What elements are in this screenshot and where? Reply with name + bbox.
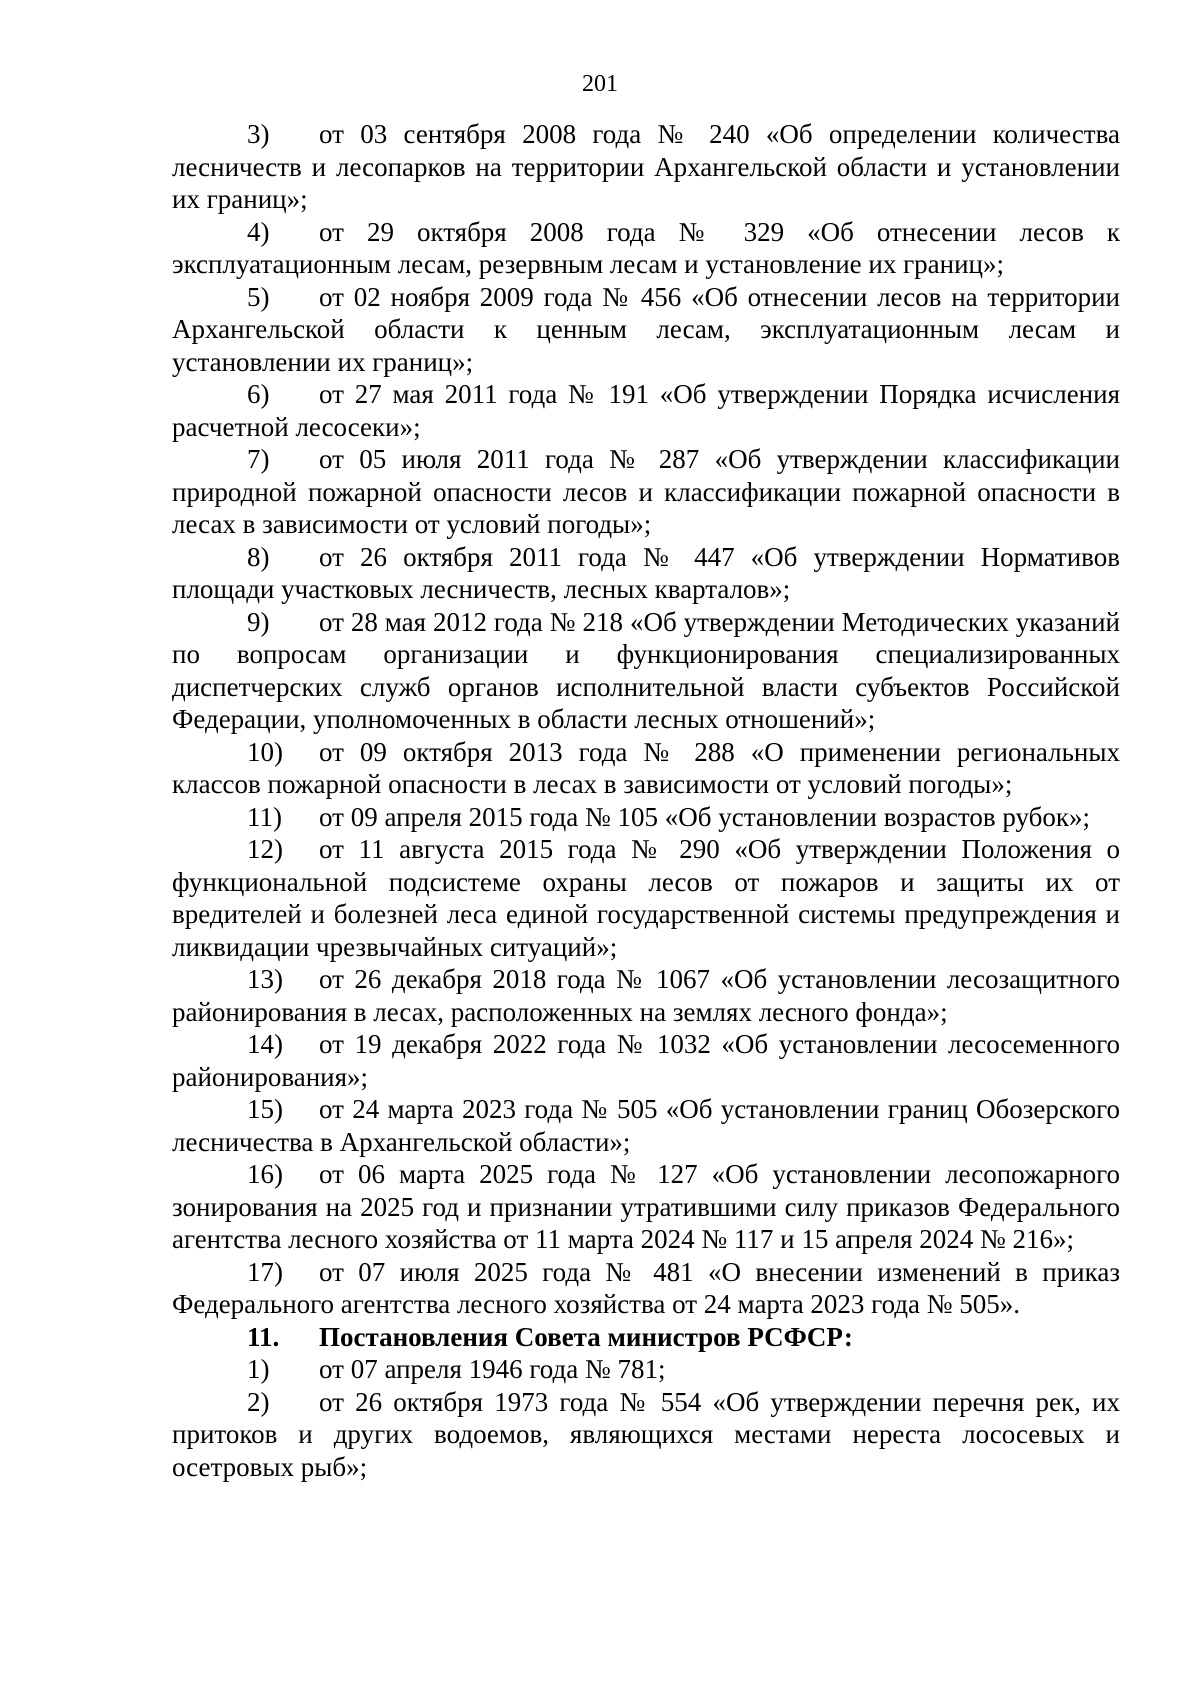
list-item-text: от 26 октября 1973 года № 554 «Об утверждении перечня рек, их притоков и других водоемов, являющихся местами нереста лососевых и осетровых рыб»; bbox=[172, 1386, 1120, 1482]
list-item-number: 5) bbox=[247, 281, 270, 312]
list-item-text: от 06 марта 2025 года № 127 «Об установлении лесопожарного зонирования на 2025 год и признании утратившими силу приказов Федерального агентства лесного хозяйства от 11 марта 2024 № 117 и 15 апреля 2024 № 216»; bbox=[172, 1159, 1120, 1254]
list-item-text: от 26 декабря 2018 года № 1067 «Об установлении лесозащитного районирования в лесах, расположенных на землях лесного фонда»; bbox=[172, 964, 1120, 1027]
list-item bbox=[172, 1028, 1120, 1093]
list-item-number: 4) bbox=[247, 216, 270, 247]
list-item bbox=[172, 1256, 1120, 1321]
list-item-number: 6) bbox=[247, 379, 270, 409]
list-item bbox=[172, 736, 1120, 801]
list-item bbox=[172, 118, 1120, 216]
list-item-text: от 09 апреля 2015 года № 105 «Об установлении возрастов рубок»; bbox=[319, 801, 1091, 832]
list-item bbox=[172, 378, 1120, 443]
list-item-text: от 24 марта 2023 года № 505 «Об установлении границ Обозерского лесничества в Архангельской области»; bbox=[172, 1094, 1120, 1157]
list-item bbox=[172, 216, 1120, 281]
list-item-number: 17) bbox=[247, 1256, 283, 1287]
list-item-text: от 27 мая 2011 года № 191 «Об утверждении Порядка исчисления расчетной лесосеки»; bbox=[172, 379, 1120, 442]
list-item bbox=[172, 1158, 1120, 1256]
list-item bbox=[172, 833, 1120, 963]
list-item-number: 1) bbox=[247, 1354, 270, 1384]
list-item-number: 7) bbox=[247, 444, 270, 474]
list-item bbox=[172, 1353, 1120, 1386]
list-item bbox=[172, 606, 1120, 736]
list-item-number: 2) bbox=[247, 1386, 270, 1417]
section-number: 11. bbox=[247, 1321, 280, 1352]
list-item-text: от 11 августа 2015 года № 290 «Об утверждении Положения о функциональной подсистеме охраны лесов от пожаров и защиты их от вредителей и болезней леса единой государственной системы предупреждения и ликвидации чрезвычайных ситуаций»; bbox=[172, 834, 1120, 962]
list-item bbox=[172, 801, 1120, 834]
list-item-text: от 29 октября 2008 года № 329 «Об отнесении лесов к эксплуатационным лесам, резервным лесам и установление их границ»; bbox=[172, 216, 1120, 279]
list-item-number: 15) bbox=[247, 1094, 283, 1124]
list-item-text: от 03 сентября 2008 года № 240 «Об определении количества лесничеств и лесопарков на территории Архангельской области и установлении их границ»; bbox=[172, 119, 1120, 214]
section-heading bbox=[172, 1321, 1120, 1354]
list-item-number: 9) bbox=[247, 606, 270, 637]
list-item-text: от 19 декабря 2022 года № 1032 «Об установлении лесосеменного районирования»; bbox=[172, 1029, 1120, 1092]
page-number: 201 bbox=[582, 71, 618, 97]
list-item bbox=[172, 1093, 1120, 1158]
list-item-number: 14) bbox=[247, 1029, 283, 1059]
section-title: Постановления Совета министров РСФСР: bbox=[319, 1321, 853, 1352]
document-body bbox=[172, 118, 1120, 1483]
list-item-text: от 07 апреля 1946 года № 781; bbox=[319, 1354, 666, 1384]
list-item-text: от 28 мая 2012 года № 218 «Об утверждении Методических указаний по вопросам организации и функционирования специализированных диспетчерских служб органов исполнительной власти субъектов Российской Федерации, уполномоченных в области лесных отношений»; bbox=[172, 606, 1120, 734]
list-item bbox=[172, 281, 1120, 379]
list-item bbox=[172, 541, 1120, 606]
list-item-number: 10) bbox=[247, 736, 283, 767]
list-item-number: 11) bbox=[247, 801, 282, 832]
list-item-number: 13) bbox=[247, 964, 283, 994]
list-item-number: 12) bbox=[247, 834, 283, 864]
list-item bbox=[172, 963, 1120, 1028]
list-item-text: от 07 июля 2025 года № 481 «О внесении изменений в приказ Федерального агентства лесного хозяйства от 24 марта 2023 года № 505». bbox=[172, 1256, 1120, 1319]
list-item bbox=[172, 1386, 1120, 1484]
list-item-text: от 02 ноября 2009 года № 456 «Об отнесении лесов на территории Архангельской области к ценным лесам, эксплуатационным лесам и установлении их границ»; bbox=[172, 281, 1120, 377]
list-item-number: 8) bbox=[247, 541, 270, 572]
list-item-text: от 26 октября 2011 года № 447 «Об утверждении Нормативов площади участковых лесничеств, лесных кварталов»; bbox=[172, 541, 1120, 604]
list-item-number: 3) bbox=[247, 119, 270, 149]
list-item-text: от 05 июля 2011 года № 287 «Об утверждении классификации природной пожарной опасности лесов и классификации пожарной опасности в лесах в зависимости от условий погоды»; bbox=[172, 444, 1120, 539]
list-item-number: 16) bbox=[247, 1159, 283, 1189]
list-item-text: от 09 октября 2013 года № 288 «О применении региональных классов пожарной опасности в лесах в зависимости от условий погоды»; bbox=[172, 736, 1120, 799]
list-item bbox=[172, 443, 1120, 541]
